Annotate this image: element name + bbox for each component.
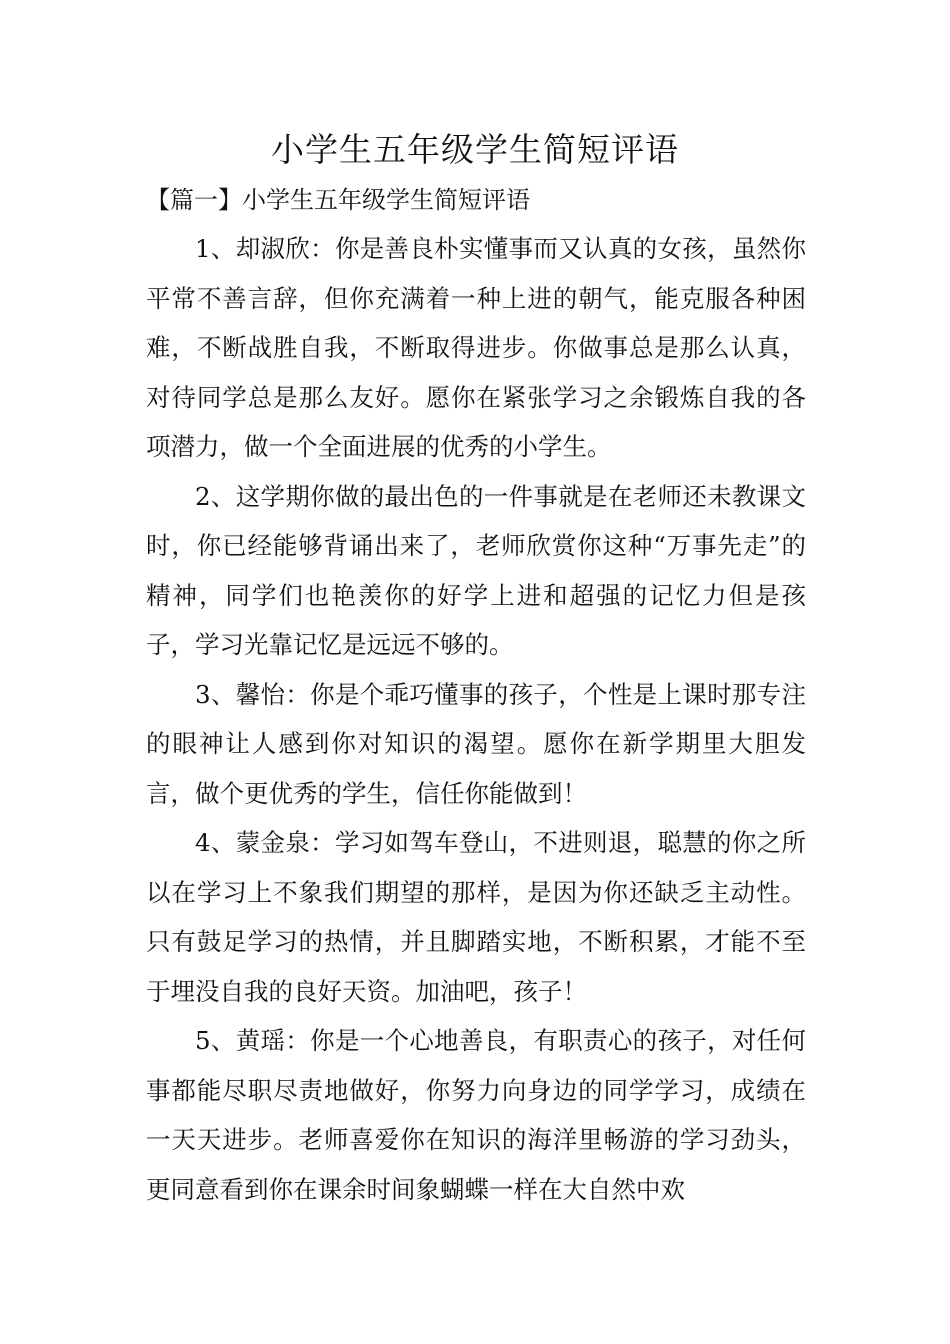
paragraph-1: 1、却淑欣：你是善良朴实懂事而又认真的女孩，虽然你平常不善言辞，但你充满着一种上进的朝气，能克服各种困难，不断战胜自我，不断取得进步。你做事总是那么认真，对待同学总是那么友好。愿你在紧张学习之余锻炼自我的各项潜力，做一个全面进展的优秀的小学生。 [146,234,806,461]
section-heading: 【篇一】小学生五年级学生简短评语 [146,186,530,214]
paragraph-2: 2、这学期你做的最出色的一件事就是在老师还未教课文时，你已经能够背诵出来了，老师欣赏你这种“万事先走”的精神，同学们也艳羡你的好学上进和超强的记忆力但是孩子，学习光靠记忆是远远不够的。 [146,481,806,659]
paragraph-5: 5、黄瑶：你是一个心地善良，有职责心的孩子，对任何事都能尽职尽责地做好，你努力向身边的同学学习，成绩在一天天进步。老师喜爱你在知识的海洋里畅游的学习劲头，更同意看到你在课余时间象蝴蝶一样在大自然中欢 [146,1026,806,1204]
paragraph-4: 4、蒙金泉：学习如驾车登山，不进则退，聪慧的你之所以在学习上不象我们期望的那样，是因为你还缺乏主动性。只有鼓足学习的热情，并且脚踏实地，不断积累，才能不至于埋没自我的良好天资。加油吧，孩子！ [146,828,806,1006]
document-title: 小学生五年级学生简短评语 [271,130,679,169]
paragraph-3: 3、馨怡：你是个乖巧懂事的孩子，个性是上课时那专注的眼神让人感到你对知识的渴望。愿你在新学期里大胆发言，做个更优秀的学生，信任你能做到！ [146,679,806,808]
document-body [146,224,806,1214]
